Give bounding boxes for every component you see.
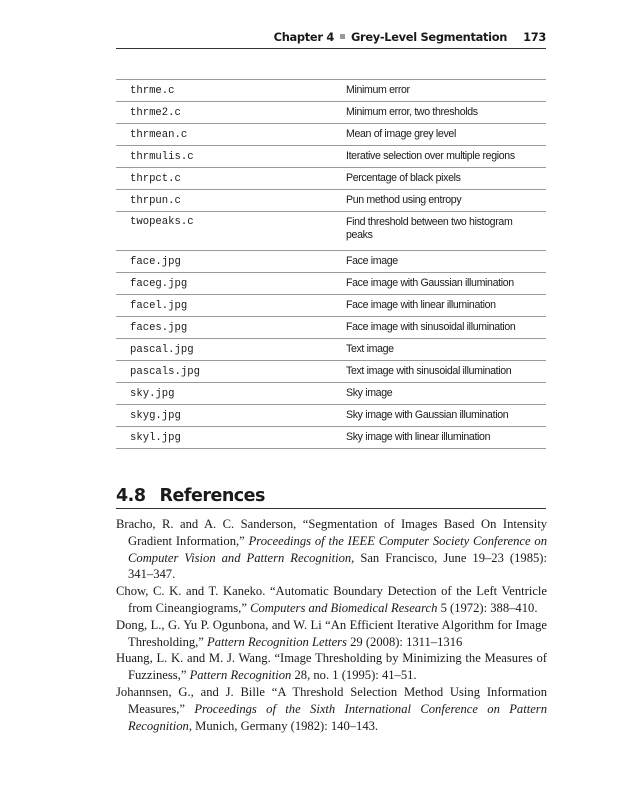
file-name: thrmulis.c: [130, 150, 194, 163]
table-row: [116, 212, 546, 251]
file-description: Mean of image grey level: [346, 128, 456, 140]
reference-entry: [116, 583, 547, 617]
file-description: Text image with sinusoidal illumination: [346, 365, 512, 377]
section-heading: [116, 481, 546, 509]
file-description: Face image with sinusoidal illumination: [346, 321, 516, 333]
reference-list: [116, 516, 547, 734]
table-row: [116, 273, 546, 295]
reference-venue: Proceedings of the IEEE Computer Society Conference on Computer Vision and Pattern Recognition: [128, 533, 548, 565]
file-description: Minimum error, two thresholds: [346, 106, 478, 118]
reference-details: , Munich, Germany (1982): 140–143.: [188, 718, 379, 733]
table-row: [116, 339, 546, 361]
file-name: skyg.jpg: [130, 409, 181, 422]
reference-authors: Chow, C. K. and T. Kaneko. “Automatic Boundary Detection of the Left Ventricle from Cineangiograms,”: [116, 584, 547, 615]
file-table: [116, 79, 546, 449]
file-name: thrpun.c: [130, 194, 181, 207]
file-name: thrpct.c: [130, 172, 181, 185]
file-name: skyl.jpg: [130, 431, 181, 444]
reference-entry: [116, 516, 547, 583]
table-row: [116, 251, 546, 273]
file-description: Face image: [346, 255, 398, 267]
reference-entry: [116, 684, 547, 734]
chapter-label: Chapter 4: [273, 30, 334, 44]
table-row: [116, 383, 546, 405]
file-name: twopeaks.c: [130, 216, 194, 228]
table-row: [116, 405, 546, 427]
chapter-title: Grey-Level Segmentation: [350, 30, 508, 44]
file-description: Find threshold between two histogram peaks: [346, 216, 513, 241]
file-name: faceg.jpg: [130, 277, 188, 290]
file-description: Sky image: [346, 387, 393, 399]
running-header: [116, 28, 546, 49]
file-description: Face image with Gaussian illumination: [346, 277, 514, 289]
reference-venue: Computers and Biomedical Research: [250, 600, 438, 615]
file-description: Sky image with linear illumination: [346, 431, 491, 443]
reference-authors: Bracho, R. and A. C. Sanderson, “Segmentation of Images Based On Intensity Gradient Information,”: [116, 517, 547, 548]
reference-authors: Dong, L., G. Yu P. Ogunbona, and W. Li “An Efficient Iterative Algorithm for Image Thresholding,”: [116, 617, 547, 649]
file-description: Text image: [346, 343, 394, 355]
file-name: sky.jpg: [130, 387, 175, 400]
table-row: [116, 102, 546, 124]
page-number: 173: [523, 30, 546, 44]
table-row: [116, 427, 546, 449]
reference-entry: [116, 650, 547, 684]
section-number: 4.8: [116, 486, 146, 506]
table-row: [116, 317, 546, 339]
table-row: [116, 361, 546, 383]
reference-venue: Pattern Recognition: [189, 668, 292, 683]
file-description: Sky image with Gaussian illumination: [346, 409, 509, 421]
table-row: [116, 80, 546, 102]
table-row: [116, 190, 546, 212]
file-name: pascals.jpg: [130, 365, 200, 378]
reference-details: 5 (1972): 388–410.: [437, 600, 538, 615]
table-row: [116, 146, 546, 168]
file-description: Face image with linear illumination: [346, 299, 496, 311]
separator-square-icon: [340, 34, 345, 39]
reference-venue: Pattern Recognition Letters: [207, 634, 347, 649]
section-title: References: [159, 486, 265, 506]
table-row: [116, 168, 546, 190]
file-description: Pun method using entropy: [346, 194, 462, 206]
file-name: thrme.c: [130, 84, 175, 97]
reference-venue: Proceedings of the Sixth International Conference on Pattern Recognition: [128, 701, 547, 733]
file-name: facel.jpg: [130, 299, 188, 312]
file-name: thrmean.c: [130, 128, 188, 141]
file-description: Minimum error: [346, 84, 410, 96]
file-name: pascal.jpg: [130, 343, 194, 356]
reference-details: 29 (2008): 1311–1316: [346, 634, 463, 649]
reference-authors: Huang, L. K. and M. J. Wang. “Image Thresholding by Minimizing the Measures of Fuzziness,”: [116, 651, 547, 683]
reference-details: 28, no. 1 (1995): 41–51.: [291, 668, 417, 683]
file-description: Percentage of black pixels: [346, 172, 461, 184]
file-description: Iterative selection over multiple regions: [346, 150, 515, 162]
reference-entry: [116, 617, 547, 651]
table-row: [116, 124, 546, 146]
reference-details: , San Francisco, June 19–23 (1985): 341–347.: [128, 550, 547, 582]
file-name: thrme2.c: [130, 106, 181, 119]
table-row: [116, 295, 546, 317]
file-name: faces.jpg: [130, 321, 188, 334]
reference-authors: Johannsen, G., and J. Bille “A Threshold Selection Method Using Information Measures,”: [116, 684, 547, 716]
file-name: face.jpg: [130, 255, 181, 268]
